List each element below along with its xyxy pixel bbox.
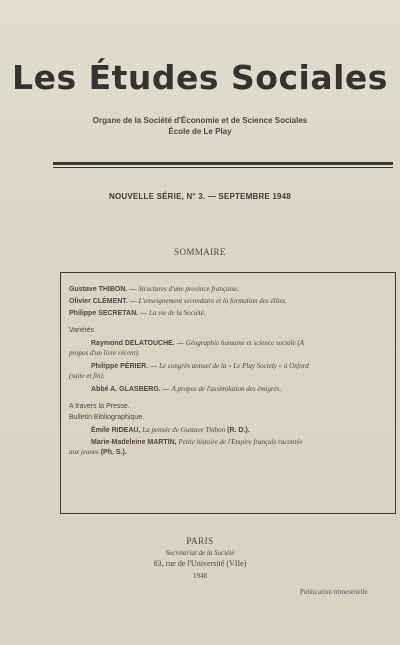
- contents-entry: Olivier CLÉMENT. — L'enseignement secondaire et la formation des élites.: [69, 297, 288, 305]
- entry-author: Olivier CLÉMENT.: [69, 298, 128, 305]
- entry-title: (suite et fin).: [69, 372, 105, 380]
- contents-entry-continued: [69, 448, 127, 456]
- contents-heading: SOMMAIRE: [174, 247, 226, 257]
- contents-box: [60, 272, 396, 514]
- footer-address: 83, rue de l'Université (VIIe): [153, 559, 247, 568]
- entry-title: Le congrès annuel de la « Le Play Society » à Oxford: [159, 362, 309, 370]
- entry-reviewer: (Ph. S.).: [100, 449, 127, 456]
- entry-title: La pensée de Gustave Thibon: [142, 426, 226, 434]
- contents-entry: Gustave THIBON. — Structures d'une province française.: [69, 285, 240, 293]
- journal-subtitle-organ: Organe de la Société d'Économie et de Science Sociales: [92, 116, 308, 125]
- entry-author: Gustave THIBON.: [69, 286, 128, 293]
- entry-author: Marie-Madeleine MARTIN,: [91, 439, 177, 446]
- contents-entry: Raymond DELATOUCHE. — Géographie humaine et science sociale (A: [91, 339, 305, 347]
- section-label-varietes: Variétés: [69, 327, 95, 334]
- entry-title: Géographie humaine et science sociale (A: [185, 339, 305, 347]
- entry-title: L'enseignement secondaire et la formation des élites.: [138, 297, 288, 305]
- entry-title: aux jeunes: [69, 448, 99, 456]
- contents-entry-continued: [69, 349, 140, 357]
- entry-author: Philippe PÉRIER.: [91, 363, 149, 370]
- header-divider-thick: [53, 162, 393, 165]
- header-divider-thin: [53, 167, 393, 168]
- entry-author: Abbé A. GLASBERG.: [91, 386, 161, 393]
- contents-entry: [91, 426, 250, 434]
- footer-city: PARIS: [186, 536, 214, 546]
- journal-title: Les Études Sociales: [12, 58, 388, 97]
- entry-title: A propos de l'assimilation des émigrés.: [171, 385, 282, 393]
- entry-title: propos d'un livre récent).: [69, 349, 140, 357]
- contents-entry: Philippe SECRETAN. — La vie de la Société.: [69, 309, 206, 317]
- entry-author: Émile RIDEAU,: [91, 427, 141, 434]
- entry-author: Raymond DELATOUCHE.: [91, 340, 175, 347]
- entry-author: Philippe SECRETAN.: [69, 310, 139, 317]
- entry-title: Petite histoire de l'Empire français racontée: [178, 438, 303, 446]
- journal-subtitle-school: École de Le Play: [168, 127, 232, 136]
- entry-title: Structures d'une province française.: [138, 285, 240, 293]
- contents-entry-continued: [69, 372, 105, 380]
- publication-frequency: Publication trimestrielle: [300, 588, 368, 596]
- footer-secretariat: Secrétariat de la Société: [165, 549, 235, 557]
- entry-title: La vie de la Société.: [149, 309, 206, 317]
- contents-entry: Philippe PÉRIER. — Le congrès annuel de la « Le Play Society » à Oxford: [91, 362, 309, 370]
- section-label-presse: A travers la Presse.: [69, 403, 130, 410]
- contents-entry: Abbé A. GLASBERG. — A propos de l'assimilation des émigrés.: [91, 385, 282, 393]
- entry-reviewer: (R. D.).: [227, 427, 250, 434]
- issue-line: NOUVELLE SÉRIE, N° 3. — SEPTEMBRE 1948: [109, 192, 291, 201]
- section-label-bulletin: Bulletin Bibliographique.: [69, 414, 145, 421]
- footer-year: 1948: [193, 572, 207, 580]
- contents-entry: [91, 438, 303, 446]
